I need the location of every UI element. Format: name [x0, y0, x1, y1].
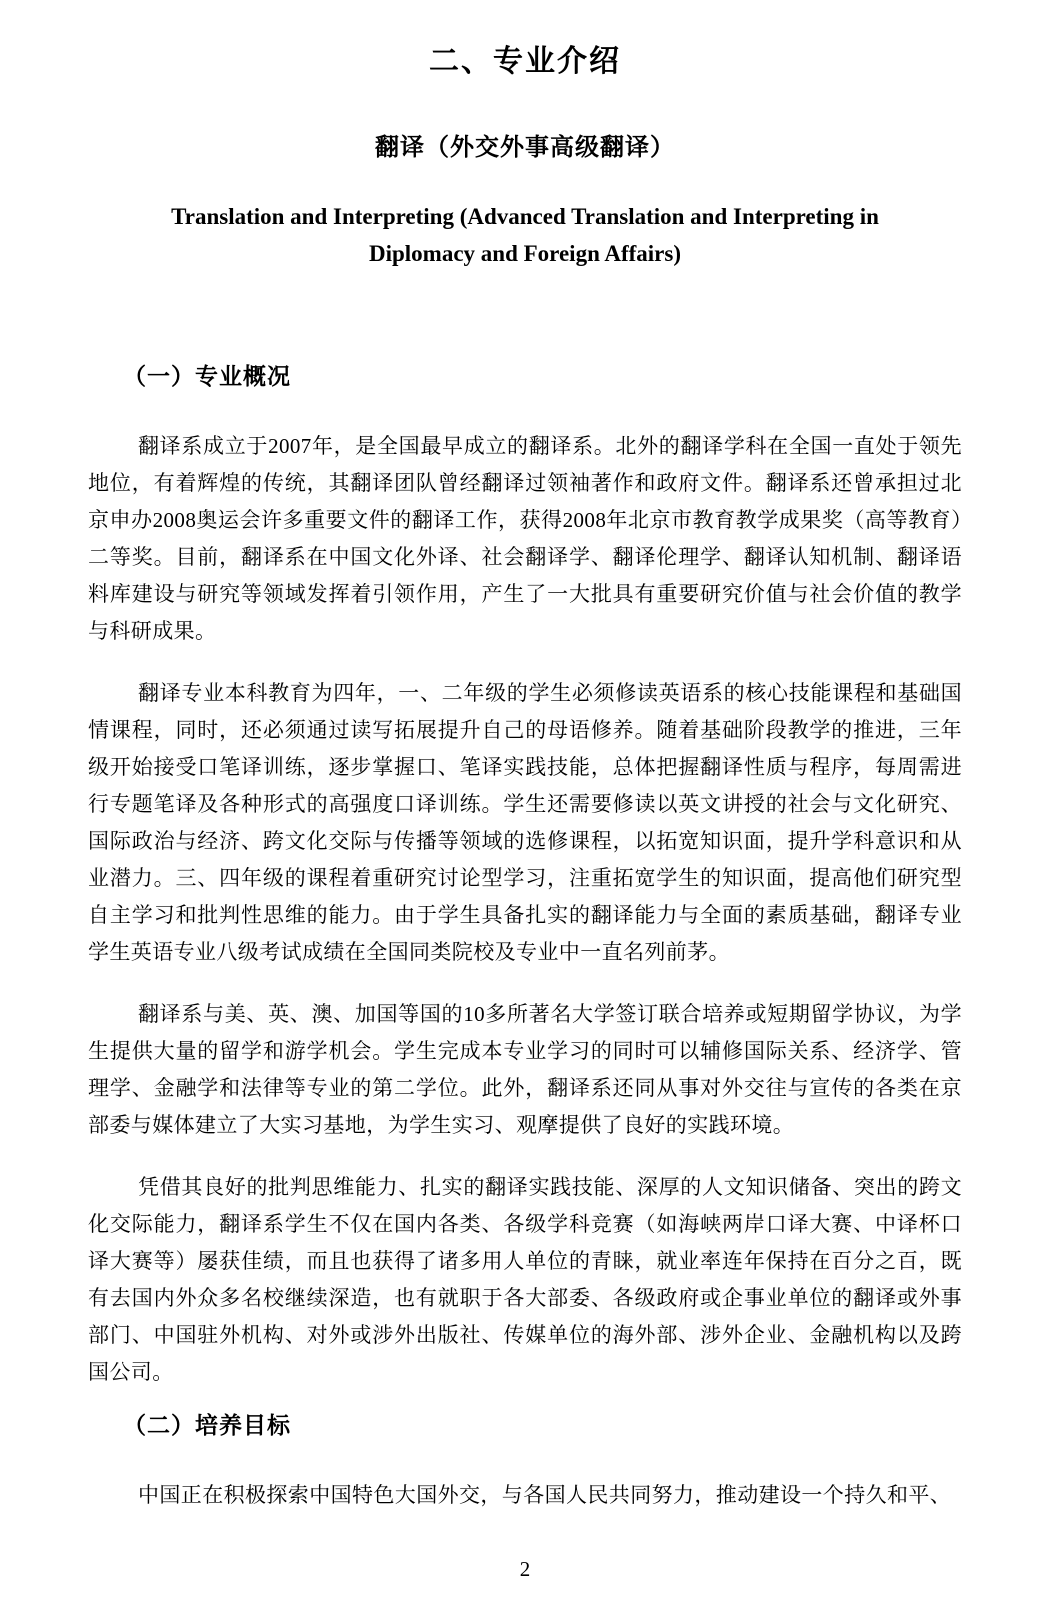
main-title: 二、专业介绍 — [429, 45, 621, 78]
section-heading-overview: （一）专业概况 — [123, 363, 291, 389]
overview-paragraph-1: 翻译系成立于2007年，是全国最早成立的翻译系。北外的翻译学科在全国一直处于领先地位，有着辉煌的传统，其翻译团队曾经翻译过领袖著作和政府文件。翻译系还曾承担过北京申办2008奥运会许多重要文件的翻译工作，获得2008年北京市教育教学成果奖（高等教育）二等奖。目前，翻译系在中国文化外译、社会翻译学、翻译伦理学、翻译认知机制、翻译语料库建设与研究等领域发挥着引领作用，产生了一大批具有重要研究价值与社会价值的教学与科研成果。 — [88, 434, 962, 643]
section-heading-objectives: （二）培养目标 — [123, 1412, 291, 1438]
objectives-paragraph-1: 中国正在积极探索中国特色大国外交，与各国人民共同努力，推动建设一个持久和平、 — [138, 1483, 952, 1507]
overview-paragraph-3: 翻译系与美、英、澳、加国等国的10多所著名大学签订联合培养或短期留学协议，为学生提供大量的留学和游学机会。学生完成本专业学习的同时可以辅修国际关系、经济学、管理学、金融学和法律等专业的第二学位。此外，翻译系还同从事对外交往与宣传的各类在京部委与媒体建立了大实习基地，为学生实习、观摩提供了良好的实践环境。 — [88, 1002, 962, 1137]
document-content — [88, 0, 962, 1514]
page-number: 2 — [519, 1557, 531, 1581]
program-title-english-line1: Translation and Interpreting (Advanced Translation and Interpreting in — [171, 204, 879, 229]
program-title-chinese: 翻译（外交外事高级翻译） — [375, 134, 675, 161]
program-title-english — [88, 198, 962, 272]
program-title-english-line2: Diplomacy and Foreign Affairs) — [369, 241, 681, 266]
overview-paragraph-4: 凭借其良好的批判思维能力、扎实的翻译实践技能、深厚的人文知识储备、突出的跨文化交际能力，翻译系学生不仅在国内各类、各级学科竞赛（如海峡两岸口译大赛、中译杯口译大赛等）屡获佳绩，而且也获得了诸多用人单位的青睐，就业率连年保持在百分之百，既有去国内外众多名校继续深造，也有就职于各大部委、各级政府或企事业单位的翻译或外事部门、中国驻外机构、对外或涉外出版社、传媒单位的海外部、涉外企业、金融机构以及跨国公司。 — [88, 1175, 962, 1384]
overview-paragraph-2: 翻译专业本科教育为四年，一、二年级的学生必须修读英语系的核心技能课程和基础国情课程，同时，还必须通过读写拓展提升自己的母语修养。随着基础阶段教学的推进，三年级开始接受口笔译训练，逐步掌握口、笔译实践技能，总体把握翻译性质与程序，每周需进行专题笔译及各种形式的高强度口译训练。学生还需要修读以英文讲授的社会与文化研究、国际政治与经济、跨文化交际与传播等领域的选修课程，以拓宽知识面，提升学科意识和从业潜力。三、四年级的课程着重研究讨论型学习，注重拓宽学生的知识面，提高他们研究型自主学习和批判性思维的能力。由于学生具备扎实的翻译能力与全面的素质基础，翻译专业学生英语专业八级考试成绩在全国同类院校及专业中一直名列前茅。 — [88, 681, 962, 964]
